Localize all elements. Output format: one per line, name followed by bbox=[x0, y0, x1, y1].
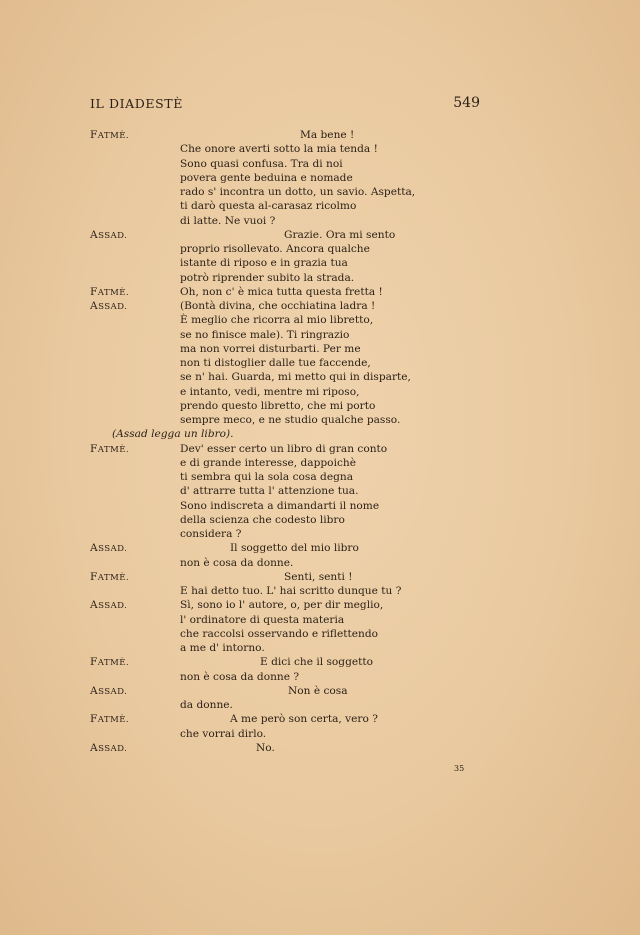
speaker-name: FATMÈ. bbox=[90, 570, 130, 583]
verse-text: Grazie. Ora mi sento bbox=[284, 228, 396, 241]
dialogue-line bbox=[0, 613, 640, 627]
dialogue-line bbox=[0, 271, 640, 285]
verse-text: E hai detto tuo. L' hai scritto dunque tu ? bbox=[180, 585, 402, 597]
verse-text: considera ? bbox=[180, 528, 242, 540]
dialogue-line bbox=[0, 484, 640, 498]
verse-text: Sì, sono io l' autore, o, per dir meglio, bbox=[180, 599, 384, 612]
dialogue-line bbox=[0, 185, 640, 199]
signature-mark: 35 bbox=[454, 764, 465, 773]
verse-text: ti sembra qui la sola cosa degna bbox=[180, 471, 354, 483]
verse-text: ti darò questa al-carasaz ricolmo bbox=[180, 200, 357, 213]
dialogue-line bbox=[0, 556, 640, 570]
dialogue-line bbox=[0, 385, 640, 399]
verse-text: e intanto, vedi, mentre mi riposo, bbox=[180, 385, 360, 398]
verse-text: se n' hai. Guarda, mi metto qui in disparte, bbox=[180, 371, 411, 384]
verse-text: Senti, senti ! bbox=[284, 570, 353, 583]
verse-text: ma non vorrei disturbarti. Per me bbox=[180, 342, 361, 355]
running-title: IL DIADESTÈ bbox=[90, 96, 183, 111]
dialogue-line bbox=[0, 527, 640, 541]
dialogue-line bbox=[0, 299, 640, 313]
speaker-name: FATMÈ. bbox=[90, 442, 130, 455]
verse-text: prendo questo libretto, che mi porto bbox=[180, 399, 376, 412]
dialogue-line bbox=[0, 698, 640, 712]
verse-text: non è cosa da donne. bbox=[180, 556, 294, 569]
dialogue-line bbox=[0, 655, 640, 669]
verse-text: No. bbox=[256, 741, 275, 754]
dialogue-line bbox=[0, 712, 640, 726]
dialogue-line bbox=[0, 228, 640, 242]
verse-text: E dici che il soggetto bbox=[260, 656, 374, 669]
dialogue-line bbox=[0, 741, 640, 755]
verse-text: non ti distoglier dalle tue faccende, bbox=[180, 357, 371, 369]
speaker-name: ASSAD. bbox=[90, 599, 128, 612]
verse-text: Ma bene ! bbox=[300, 129, 355, 141]
dialogue-line bbox=[0, 727, 640, 741]
dialogue-line bbox=[0, 214, 640, 228]
verse-text: di latte. Ne vuoi ? bbox=[180, 214, 276, 227]
dialogue-line bbox=[0, 570, 640, 584]
dialogue-line bbox=[0, 470, 640, 484]
dialogue-line bbox=[0, 399, 640, 413]
verse-text: Oh, non c' è mica tutta questa fretta ! bbox=[180, 285, 383, 298]
verse-text: sempre meco, e ne studio qualche passo. bbox=[180, 414, 401, 426]
verse-text: potrò riprender subito la strada. bbox=[180, 271, 355, 284]
verse-text: Che onore averti sotto la mia tenda ! bbox=[180, 143, 378, 156]
verse-text: d' attrarre tutta l' attenzione tua. bbox=[180, 485, 359, 498]
verse-text: istante di riposo e in grazia tua bbox=[180, 257, 348, 270]
dialogue-line bbox=[0, 342, 640, 356]
verse-text: se no finisce male). Ti ringrazio bbox=[180, 328, 350, 341]
dialogue-text bbox=[0, 128, 640, 755]
speaker-name: ASSAD. bbox=[90, 300, 128, 312]
dialogue-line bbox=[0, 328, 640, 342]
dialogue-line bbox=[0, 627, 640, 641]
dialogue-line bbox=[0, 442, 640, 456]
speaker-name: FATMÈ. bbox=[90, 656, 130, 669]
speaker-name: ASSAD. bbox=[90, 684, 128, 697]
dialogue-line bbox=[0, 285, 640, 299]
dialogue-line bbox=[0, 199, 640, 213]
speaker-name: ASSAD. bbox=[90, 741, 128, 754]
verse-text: della scienza che codesto libro bbox=[180, 513, 345, 526]
verse-text: l' ordinatore di questa materia bbox=[180, 613, 345, 626]
verse-text: a me d' intorno. bbox=[180, 642, 265, 654]
verse-text: (Bontà divina, che occhiatina ladra ! bbox=[180, 300, 376, 312]
dialogue-line bbox=[0, 499, 640, 513]
dialogue-line bbox=[0, 142, 640, 156]
verse-text: non è cosa da donne ? bbox=[180, 670, 300, 683]
dialogue-line bbox=[0, 413, 640, 427]
dialogue-line bbox=[0, 541, 640, 555]
verse-text: A me però son certa, vero ? bbox=[230, 713, 378, 726]
verse-text: rado s' incontra un dotto, un savio. Aspetta, bbox=[180, 186, 416, 198]
speaker-name: ASSAD. bbox=[90, 542, 128, 555]
verse-text: che raccolsi osservando e riflettendo bbox=[180, 627, 379, 640]
verse-text: Non è cosa bbox=[288, 684, 348, 697]
dialogue-line bbox=[0, 456, 640, 470]
verse-text: povera gente beduina e nomade bbox=[180, 171, 353, 184]
dialogue-line bbox=[0, 427, 640, 441]
verse-text: È meglio che ricorra al mio libretto, bbox=[180, 314, 374, 327]
speaker-name: FATMÈ. bbox=[90, 129, 130, 141]
verse-text: Sono indiscreta a dimandarti il nome bbox=[180, 499, 380, 512]
verse-text: Sono quasi confusa. Tra di noi bbox=[180, 157, 343, 170]
dialogue-line bbox=[0, 256, 640, 270]
dialogue-line bbox=[0, 584, 640, 598]
dialogue-line bbox=[0, 313, 640, 327]
speaker-name: FATMÈ. bbox=[90, 713, 130, 726]
verse-text: Dev' esser certo un libro di gran conto bbox=[180, 442, 388, 455]
dialogue-line bbox=[0, 242, 640, 256]
verse-text: da donne. bbox=[180, 699, 233, 711]
page-number: 549 bbox=[453, 95, 480, 111]
speaker-name: ASSAD. bbox=[90, 228, 128, 241]
stage-direction: (Assad legga un libro). bbox=[112, 428, 234, 441]
verse-text: proprio risollevato. Ancora qualche bbox=[180, 243, 370, 255]
dialogue-line bbox=[0, 684, 640, 698]
dialogue-line bbox=[0, 356, 640, 370]
speaker-name: FATMÈ. bbox=[90, 285, 130, 298]
verse-text: e di grande interesse, dappoichè bbox=[180, 456, 356, 469]
dialogue-line bbox=[0, 598, 640, 612]
dialogue-line bbox=[0, 641, 640, 655]
dialogue-line bbox=[0, 370, 640, 384]
dialogue-line bbox=[0, 513, 640, 527]
verse-text: che vorrai dirlo. bbox=[180, 727, 267, 740]
dialogue-line bbox=[0, 157, 640, 171]
dialogue-line bbox=[0, 670, 640, 684]
dialogue-line bbox=[0, 171, 640, 185]
dialogue-line bbox=[0, 128, 640, 142]
verse-text: Il soggetto del mio libro bbox=[230, 542, 359, 555]
